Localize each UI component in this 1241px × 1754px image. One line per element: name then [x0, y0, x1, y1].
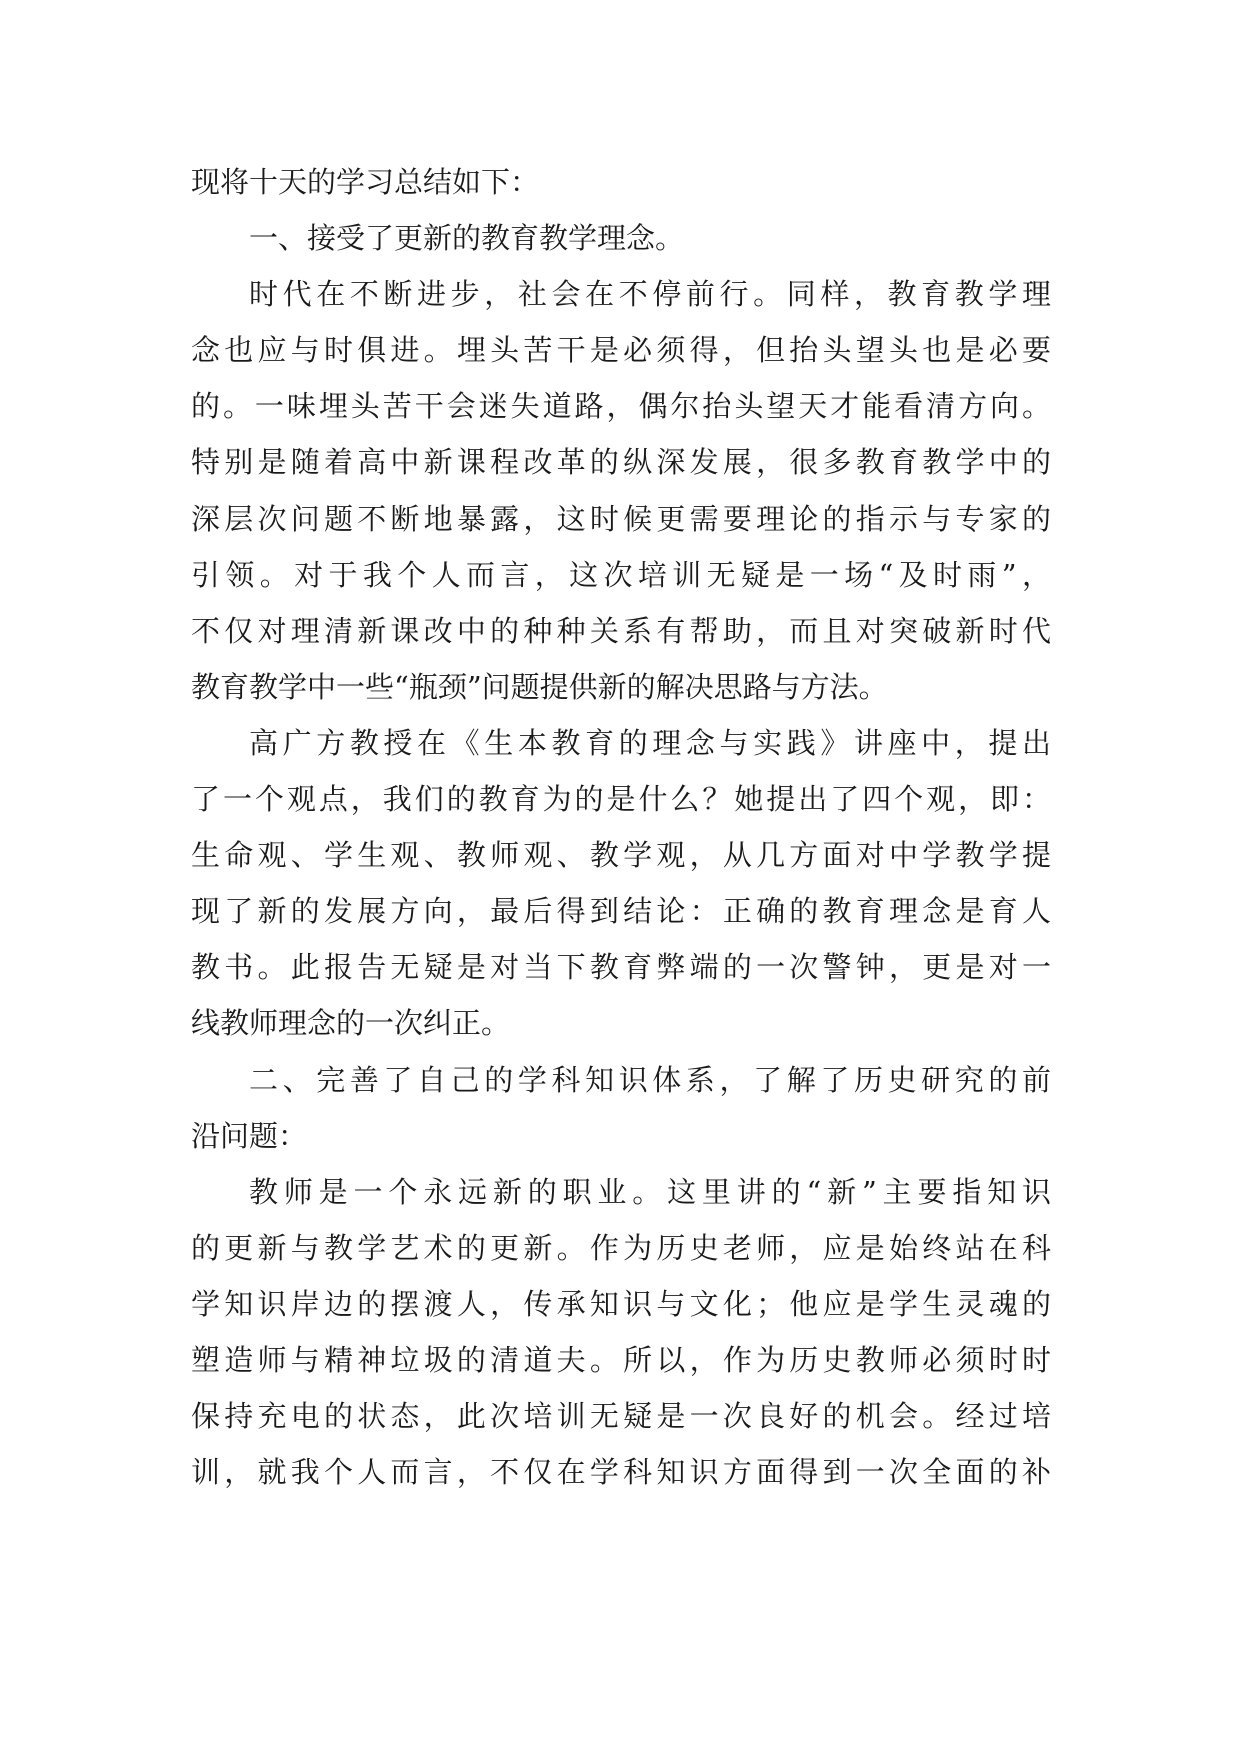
text-line: 线教师理念的一次纠正。 [191, 1006, 511, 1041]
text-line: 教书。此报告无疑是对当下教育弊端的一次警钟，更是对一 [191, 950, 1051, 985]
text-line: 高广方教授在《生本教育的理念与实践》讲座中，提出 [249, 725, 1051, 760]
text-line: 生命观、学生观、教师观、教学观，从几方面对中学教学提 [191, 838, 1051, 873]
text-line: 了一个观点，我们的教育为的是什么？她提出了四个观，即： [191, 782, 1051, 817]
text-line: 时代在不断进步，社会在不停前行。同样，教育教学理 [249, 277, 1051, 312]
text-line: 不仅对理清新课改中的种种关系有帮助，而且对突破新时代 [191, 613, 1051, 648]
text-line: 现将十天的学习总结如下： [191, 165, 540, 199]
text-line: 念也应与时俱进。埋头苦干是必须得，但抬头望头也是必要 [191, 333, 1051, 368]
text-line: 特别是随着高中新课程改革的纵深发展，很多教育教学中的 [191, 445, 1051, 480]
text-line: 保持充电的状态，此次培训无疑是一次良好的机会。经过培 [191, 1399, 1051, 1434]
text-line: 塑造师与精神垃圾的清道夫。所以，作为历史教师必须时时 [191, 1342, 1051, 1377]
text-line: 沿问题： [191, 1118, 308, 1153]
text-line: 教育教学中一些“瓶颈”问题提供新的解决思路与方法。 [191, 669, 888, 704]
text-line: 一、接受了更新的教育教学理念。 [249, 221, 685, 256]
text-line: 的。一味埋头苦干会迷失道路，偶尔抬头望天才能看清方向。 [191, 389, 1051, 424]
body-text [191, 154, 1051, 1500]
text-line: 深层次问题不断地暴露，这时候更需要理论的指示与专家的 [191, 501, 1051, 536]
text-line: 引领。对于我个人而言，这次培训无疑是一场“及时雨”， [191, 557, 1051, 592]
text-line: 的更新与教学艺术的更新。作为历史老师，应是始终站在科 [191, 1230, 1051, 1265]
text-line: 二、完善了自己的学科知识体系，了解了历史研究的前 [249, 1062, 1051, 1097]
text-line: 训，就我个人而言，不仅在学科知识方面得到一次全面的补 [191, 1455, 1051, 1490]
text-line: 现了新的发展方向，最后得到结论：正确的教育理念是育人 [191, 894, 1051, 929]
text-line: 教师是一个永远新的职业。这里讲的“新”主要指知识 [249, 1174, 1051, 1209]
text-line: 学知识岸边的摆渡人，传承知识与文化；他应是学生灵魂的 [191, 1286, 1051, 1321]
